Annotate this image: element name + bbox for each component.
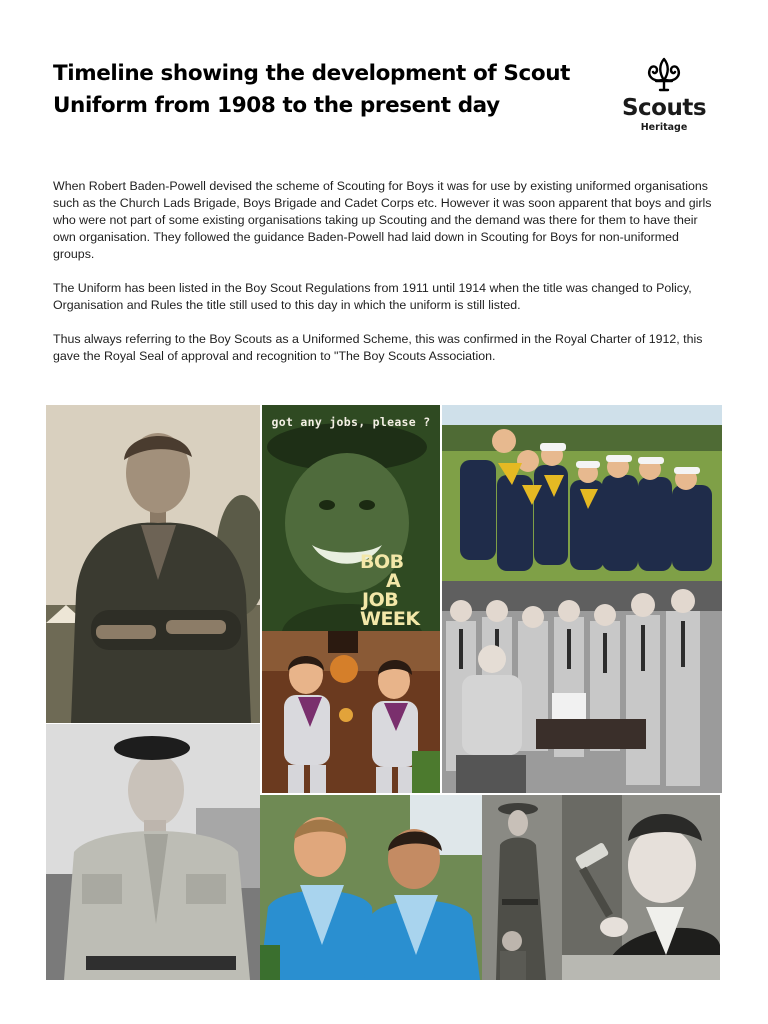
photo-cub-group-field bbox=[442, 405, 722, 581]
title-line-2: Uniform from 1908 to the present day bbox=[53, 93, 500, 118]
fleur-de-lis-icon bbox=[642, 56, 686, 94]
photo-leader-in-hat bbox=[482, 795, 562, 980]
poster-line-4: WEEK bbox=[360, 608, 420, 630]
logo-wordmark: Scouts bbox=[621, 95, 707, 121]
photo-cubs-blue-jumpers bbox=[260, 795, 482, 980]
photo-sepia-scout-arms-folded bbox=[46, 405, 260, 723]
photo-bob-a-job-poster bbox=[262, 405, 440, 631]
photo-scout-in-beret bbox=[46, 724, 260, 980]
poster-line-3: JOB bbox=[362, 589, 399, 611]
page-title bbox=[53, 58, 613, 122]
photo-beavers-indoors bbox=[262, 631, 440, 793]
logo-subtitle: Heritage bbox=[640, 122, 688, 133]
paragraph-3: Thus always referring to the Boy Scouts as a Uniformed Scheme, this was confirmed in the Royal Charter of 1912, this gave the Royal Seal of approval and recognition to "The Boy Scouts Association. bbox=[53, 332, 703, 363]
paragraph-2: The Uniform has been listed in the Boy Scout Regulations from 1911 until 1914 when the title was changed to Policy, Organisation and Rules the title still used to this day in which the uniform is still listed. bbox=[53, 281, 692, 312]
scouts-heritage-logo bbox=[612, 56, 716, 140]
photo-leaders-at-piano bbox=[442, 581, 722, 793]
photo-boy-with-hammer bbox=[562, 795, 720, 980]
intro-text bbox=[53, 178, 721, 382]
paragraph-1: When Robert Baden-Powell devised the scheme of Scouting for Boys it was for use by existing uniformed organisations such as the Church Lads Brigade, Boys Brigade and Cadet Corps etc. However it was soon apparent that boys and girls who were not part of some existing organisations taking up Scouting and the demand was there for them to have their own organisation. They followed the guidance Baden-Powell had laid down in Scouting for Boys for non-uniformed groups. bbox=[53, 179, 712, 261]
poster-title bbox=[360, 553, 436, 629]
title-line-1: Timeline showing the development of Scout bbox=[53, 61, 571, 86]
poster-line-2: A bbox=[386, 570, 401, 592]
poster-line-1: BOB bbox=[360, 551, 404, 573]
poster-headline: got any jobs, please ? bbox=[271, 415, 431, 429]
